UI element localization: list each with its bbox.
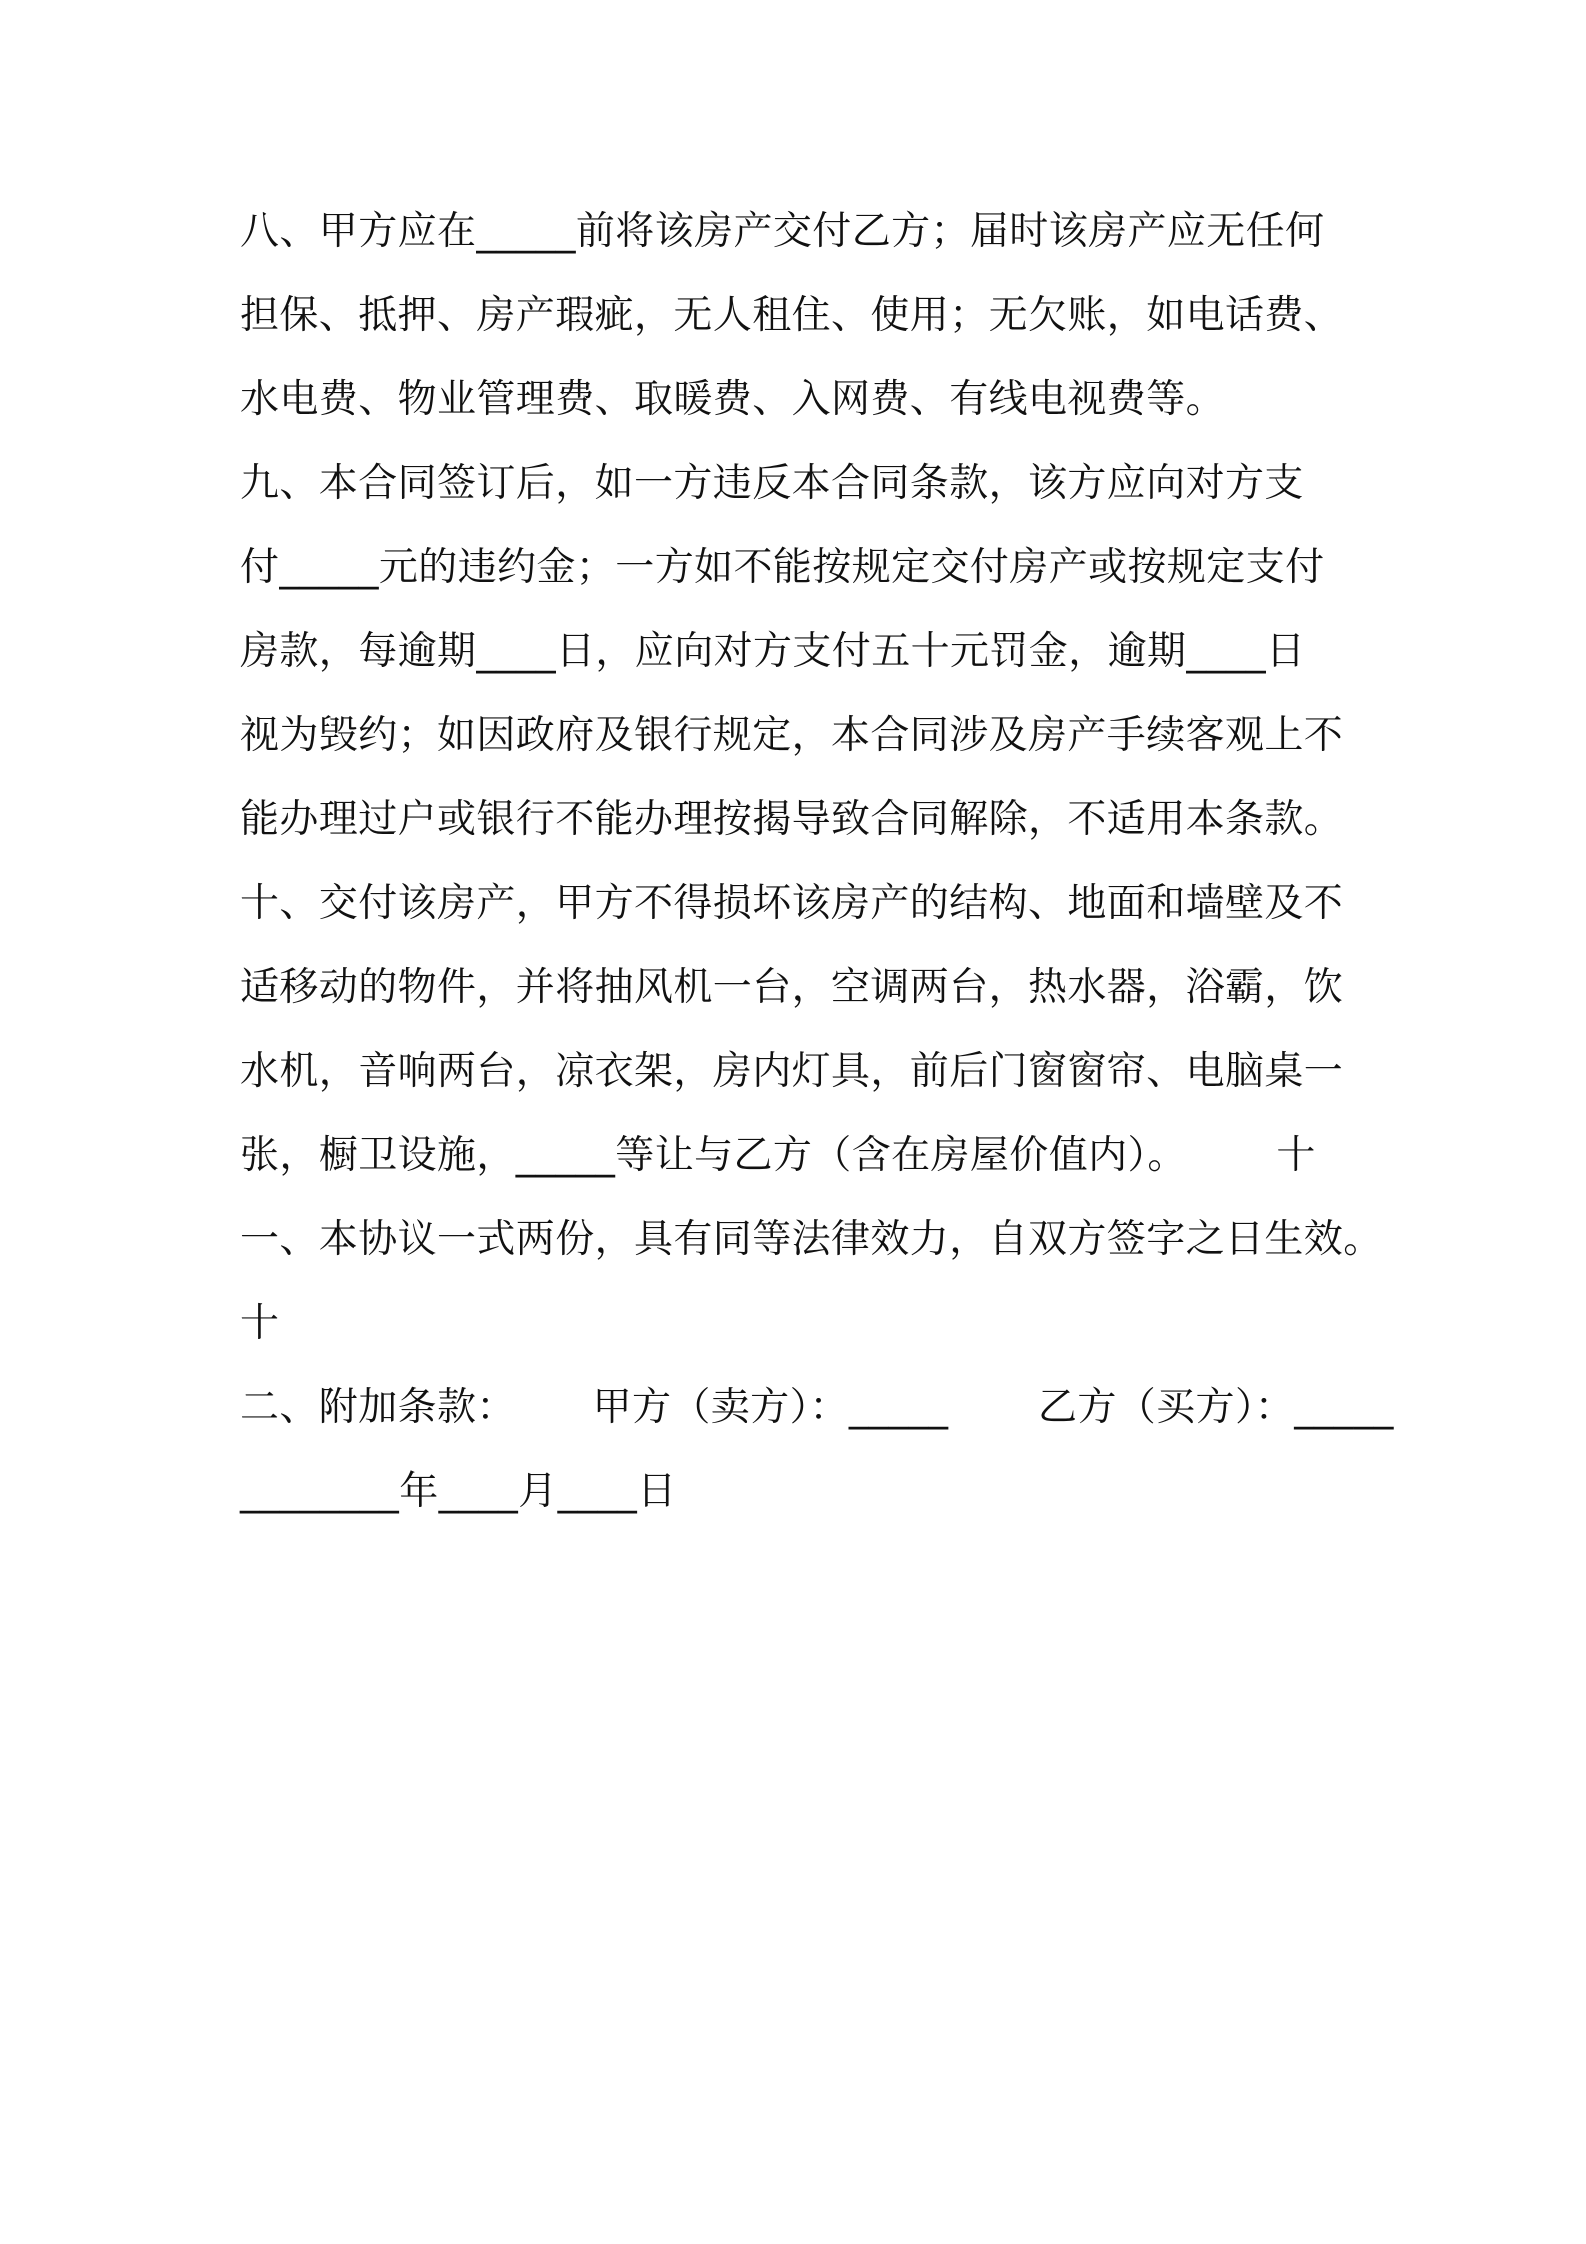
contract-text <box>240 190 1394 1534</box>
text-line: 水电费、物业管理费、取暖费、入网费、有线电视费等。 <box>240 377 1226 422</box>
text-line: 能办理过户或银行不能办理按揭导致合同解除，不适用本条款。 <box>240 797 1344 842</box>
text-line: 十 <box>240 1301 280 1346</box>
text-line: 水机，音响两台，凉衣架，房内灯具，前后门窗窗帘、电脑桌一 <box>240 1049 1344 1094</box>
text-line: 张，橱卫设施，_____等让与乙方（含在房屋价值内）。 十 <box>240 1133 1316 1178</box>
text-line: 适移动的物件，并将抽风机一台，空调两台，热水器，浴霸，饮 <box>240 965 1344 1010</box>
text-line: ________年____月____日 <box>240 1469 677 1514</box>
text-line: 付_____元的违约金；一方如不能按规定交付房产或按规定支付 <box>240 545 1325 590</box>
text-line: 担保、抵押、房产瑕疵，无人租住、使用；无欠账，如电话费、 <box>240 293 1344 338</box>
text-line: 二、附加条款： 甲方（卖方）：_____ 乙方（买方）：_____ <box>240 1385 1394 1430</box>
text-line: 十、交付该房产，甲方不得损坏该房产的结构、地面和墙壁及不 <box>240 881 1344 926</box>
text-line: 九、本合同签订后，如一方违反本合同条款，该方应向对方支 <box>240 461 1304 506</box>
text-line: 一、本协议一式两份，具有同等法律效力，自双方签字之日生效。 <box>240 1217 1383 1262</box>
text-line: 视为毁约；如因政府及银行规定，本合同涉及房产手续客观上不 <box>240 713 1344 758</box>
text-line: 八、甲方应在_____前将该房产交付乙方；届时该房产应无任何 <box>240 209 1325 254</box>
text-line: 房款，每逾期____日，应向对方支付五十元罚金，逾期____日 <box>240 629 1306 674</box>
